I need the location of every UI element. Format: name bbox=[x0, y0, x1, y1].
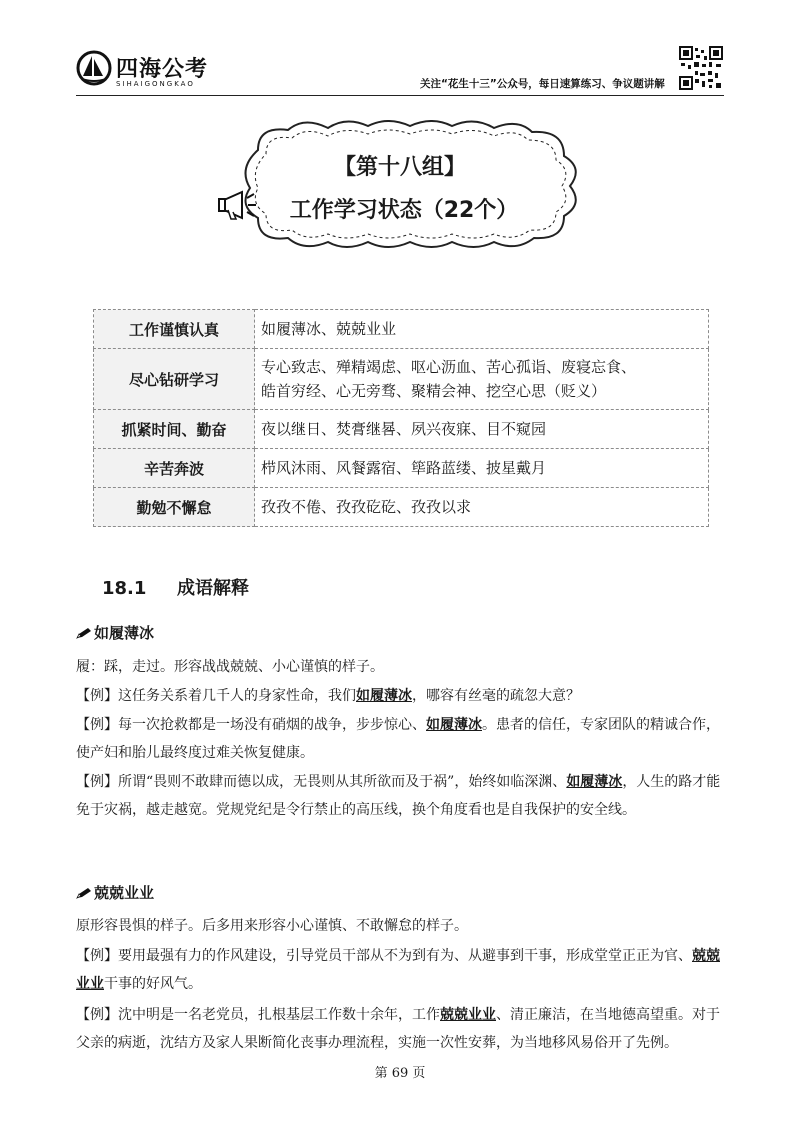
cloud-banner-frame bbox=[218, 120, 586, 250]
idioms-cell: 如履薄冰、兢兢业业 bbox=[255, 310, 709, 349]
highlighted-idiom: 如履薄冰 bbox=[566, 774, 623, 790]
category-cell: 勤勉不懈怠 bbox=[94, 488, 255, 527]
example-text: ，哪容有丝毫的疏忽大意？ bbox=[412, 688, 580, 704]
idioms-cell: 栉风沐雨、风餐露宿、筚路蓝缕、披星戴月 bbox=[255, 449, 709, 488]
brand-logo bbox=[76, 50, 246, 94]
table-row bbox=[94, 310, 709, 349]
section-number: 18.1 bbox=[102, 578, 147, 599]
idioms-line: 皓首穷经、心无旁骛、聚精会神、挖空心思（贬义） bbox=[261, 382, 607, 400]
example-paragraph bbox=[76, 711, 724, 767]
sailboat-logo-icon bbox=[76, 50, 112, 86]
logo-subtext: SIHAIGONGKAO bbox=[116, 80, 195, 88]
page-header bbox=[0, 0, 800, 100]
idiom-definition: 原形容畏惧的样子。后多用来形容小心谨慎、不敢懈怠的样子。 bbox=[76, 918, 468, 934]
category-cell: 抓紧时间、勤奋 bbox=[94, 410, 255, 449]
example-text: 【例】这任务关系着几千人的身家性命，我们 bbox=[76, 688, 356, 704]
table-row bbox=[94, 349, 709, 410]
category-cell: 辛苦奔波 bbox=[94, 449, 255, 488]
table-row bbox=[94, 410, 709, 449]
section-title: 成语解释 bbox=[176, 578, 249, 599]
pencil-icon bbox=[76, 887, 92, 899]
category-cell: 工作谨慎认真 bbox=[94, 310, 255, 349]
example-text: 【例】每一次抢救都是一场没有硝烟的战争，步步惊心、 bbox=[76, 717, 426, 733]
example-text: ，人生的路才能免于灾祸，越走越宽。党规党纪是令行禁止的高压线，换个角度看也是自我保护的安全线。 bbox=[76, 774, 721, 818]
example-paragraph bbox=[76, 1001, 724, 1057]
logo-text: 四海公考 bbox=[116, 57, 209, 82]
idioms-cell: 孜孜不倦、孜孜矻矻、孜孜以求 bbox=[255, 488, 709, 527]
idioms-line: 专心致志、殚精竭虑、呕心沥血、苦心孤诣、废寝忘食、 bbox=[261, 358, 637, 376]
idiom-title: 兢兢业业 bbox=[94, 884, 155, 902]
section-heading bbox=[102, 574, 249, 600]
group-subtitle: 工作学习状态（22个） bbox=[289, 198, 519, 223]
header-divider bbox=[76, 95, 724, 96]
example-text: 。患者的信任，专家团队的精诚合作，使产妇和胎儿最终度过难关恢复健康。 bbox=[76, 717, 720, 761]
idiom-category-table bbox=[93, 309, 709, 527]
group-title: 【第十八组】 bbox=[333, 155, 466, 180]
example-paragraph bbox=[76, 768, 724, 824]
example-paragraph bbox=[76, 682, 724, 710]
example-text: 【例】要用最强有力的作风建设，引导党员干部从不为到有为、从避事到干事，形成堂堂正正为官、 bbox=[76, 948, 692, 964]
qr-code-icon bbox=[679, 46, 723, 90]
highlighted-idiom: 如履薄冰 bbox=[356, 688, 412, 704]
table-row bbox=[94, 449, 709, 488]
idiom-title: 如履薄冰 bbox=[94, 624, 155, 642]
idiom-heading bbox=[76, 622, 154, 643]
table-row bbox=[94, 488, 709, 527]
idiom-definition: 履：踩，走过。形容战战兢兢、小心谨慎的样子。 bbox=[76, 659, 384, 675]
category-cell: 尽心钻研学习 bbox=[94, 349, 255, 410]
example-text: 干事的好风气。 bbox=[104, 976, 202, 992]
idioms-cell: 夜以继日、焚膏继晷、夙兴夜寐、目不窥园 bbox=[255, 410, 709, 449]
example-text: 【例】沈中明是一名老党员，扎根基层工作数十余年，工作 bbox=[76, 1007, 440, 1023]
highlighted-idiom: 兢兢业业 bbox=[440, 1007, 496, 1023]
header-note: 关注“花生十三”公众号，每日速算练习、争议题讲解 bbox=[420, 78, 665, 90]
idioms-cell bbox=[255, 349, 709, 410]
example-paragraph bbox=[76, 942, 724, 998]
idiom-heading bbox=[76, 882, 154, 903]
page-number: 第 69 页 bbox=[374, 1066, 426, 1081]
pencil-icon bbox=[76, 627, 92, 639]
example-text: 、清正廉洁，在当地德高望重。对于父亲的病逝，沈结方及家人果断简化丧事办理流程，实施一次性安葬，为当地移风易俗开了先例。 bbox=[76, 1007, 720, 1051]
highlighted-idiom: 如履薄冰 bbox=[426, 717, 482, 733]
highlighted-idiom: 兢兢业业 bbox=[76, 948, 720, 992]
example-text: 【例】所谓“畏则不敢肆而德以成，无畏则从其所欲而及于祸”，始终如临深渊、 bbox=[76, 774, 567, 790]
